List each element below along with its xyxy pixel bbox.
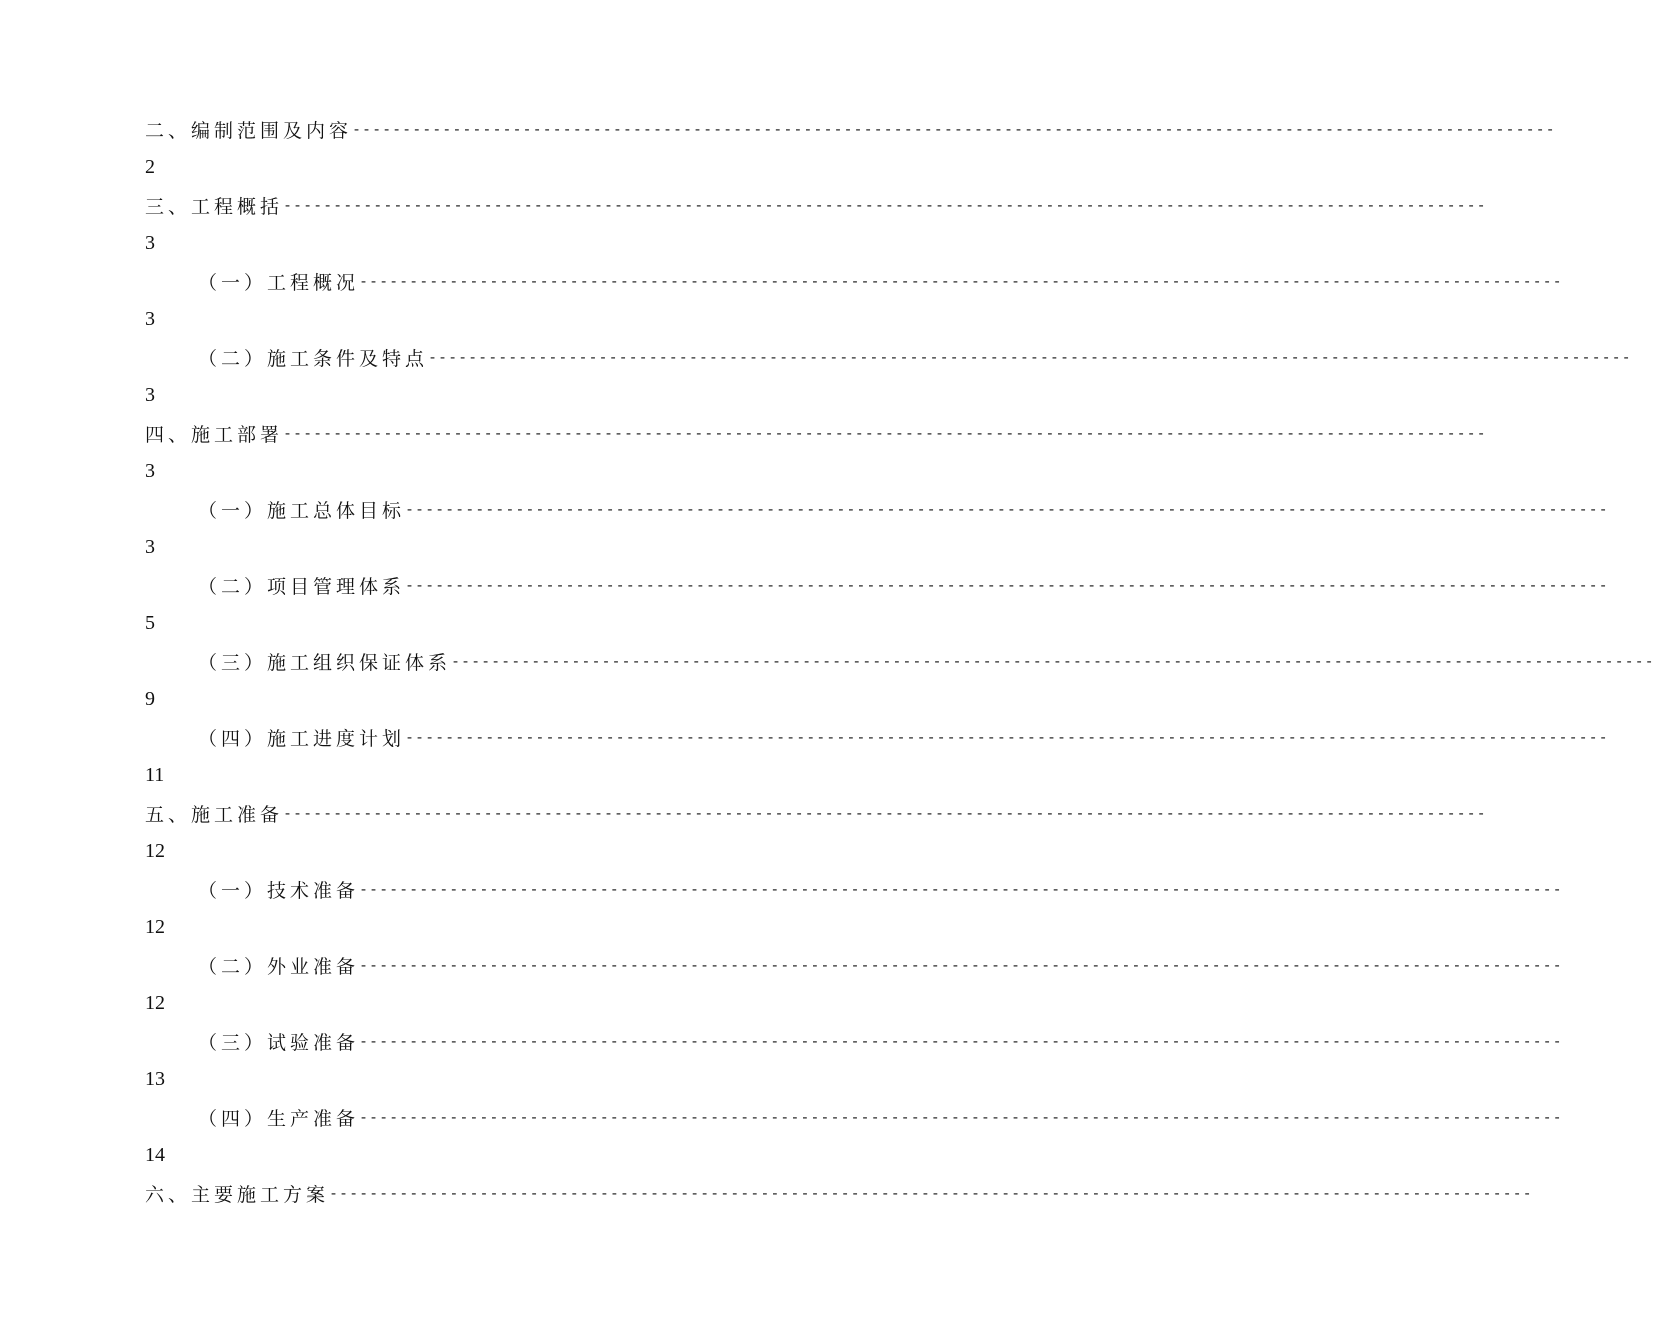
toc-entry: [145, 414, 1487, 490]
toc-entry: [145, 718, 1609, 794]
toc-line: [145, 414, 1487, 452]
toc-entry: [145, 186, 1487, 262]
toc-line: [145, 1174, 1533, 1212]
toc-title: 六、主要施工方案: [145, 1183, 330, 1206]
toc-page-number: 12: [145, 991, 165, 1014]
toc-entry: [145, 946, 1563, 1022]
toc-entry: [145, 1098, 1563, 1174]
dot-leader: ------------------------------------------------------------------------------------------------------------------------: [352, 120, 1556, 138]
toc-page-number: 3: [145, 535, 155, 558]
toc-entry: [145, 1174, 1533, 1212]
dot-leader: ------------------------------------------------------------------------------------------------------------------------: [283, 804, 1487, 822]
toc-line: [145, 186, 1487, 224]
toc-title: （二）项目管理体系: [198, 575, 406, 598]
dot-leader: ------------------------------------------------------------------------------------------------------------------------: [405, 576, 1609, 594]
toc-page-number: 3: [145, 459, 155, 482]
toc-entry: [145, 642, 1655, 718]
toc-page-number: 13: [145, 1067, 165, 1090]
toc-entry: [145, 566, 1609, 642]
dot-leader: ------------------------------------------------------------------------------------------------------------------------: [329, 1184, 1533, 1202]
toc-title: （一）技术准备: [198, 879, 360, 902]
toc-entry: [145, 794, 1487, 870]
toc-line: [145, 1098, 1563, 1136]
toc-page-number: 3: [145, 307, 155, 330]
toc-page-number: 12: [145, 839, 165, 862]
toc-page-number: 2: [145, 155, 155, 178]
toc-page-number: 12: [145, 915, 165, 938]
dot-leader: ------------------------------------------------------------------------------------------------------------------------: [451, 652, 1655, 670]
toc-title: （四）施工进度计划: [198, 727, 406, 750]
toc-line: [145, 870, 1563, 908]
toc-title: （一）工程概况: [198, 271, 360, 294]
table-of-contents: [145, 110, 1655, 1212]
toc-entry: [145, 338, 1632, 414]
toc-line: [145, 1022, 1563, 1060]
toc-title: 三、工程概括: [145, 195, 284, 218]
toc-title: （二）施工条件及特点: [198, 347, 429, 370]
dot-leader: ------------------------------------------------------------------------------------------------------------------------: [405, 728, 1609, 746]
dot-leader: ------------------------------------------------------------------------------------------------------------------------: [359, 1032, 1563, 1050]
toc-line: [145, 110, 1556, 148]
toc-entry: [145, 262, 1563, 338]
toc-page-number: 9: [145, 687, 155, 710]
dot-leader: ------------------------------------------------------------------------------------------------------------------------: [428, 348, 1632, 366]
toc-entry: [145, 490, 1609, 566]
toc-page-number: 14: [145, 1143, 165, 1166]
toc-page-number: 3: [145, 383, 155, 406]
toc-title: （一）施工总体目标: [198, 499, 406, 522]
toc-page-number: 11: [145, 763, 165, 786]
toc-line: [145, 262, 1563, 300]
toc-line: [145, 794, 1487, 832]
dot-leader: ------------------------------------------------------------------------------------------------------------------------: [359, 956, 1563, 974]
toc-title: （二）外业准备: [198, 955, 360, 978]
toc-line: [145, 490, 1609, 528]
dot-leader: ------------------------------------------------------------------------------------------------------------------------: [359, 880, 1563, 898]
toc-line: [145, 946, 1563, 984]
dot-leader: ------------------------------------------------------------------------------------------------------------------------: [283, 424, 1487, 442]
toc-line: [145, 338, 1632, 376]
toc-entry: [145, 110, 1556, 186]
dot-leader: ------------------------------------------------------------------------------------------------------------------------: [359, 272, 1563, 290]
toc-title: （三）试验准备: [198, 1031, 360, 1054]
toc-entry: [145, 1022, 1563, 1098]
dot-leader: ------------------------------------------------------------------------------------------------------------------------: [359, 1108, 1563, 1126]
toc-page-number: 3: [145, 231, 155, 254]
toc-entry: [145, 870, 1563, 946]
toc-line: [145, 566, 1609, 604]
toc-line: [145, 718, 1609, 756]
toc-title: 四、施工部署: [145, 423, 284, 446]
toc-page-number: 5: [145, 611, 155, 634]
toc-title: 二、编制范围及内容: [145, 119, 353, 142]
toc-title: （四）生产准备: [198, 1107, 360, 1130]
dot-leader: ------------------------------------------------------------------------------------------------------------------------: [283, 196, 1487, 214]
toc-title: 五、施工准备: [145, 803, 284, 826]
dot-leader: ------------------------------------------------------------------------------------------------------------------------: [405, 500, 1609, 518]
toc-title: （三）施工组织保证体系: [198, 651, 452, 674]
toc-line: [145, 642, 1655, 680]
